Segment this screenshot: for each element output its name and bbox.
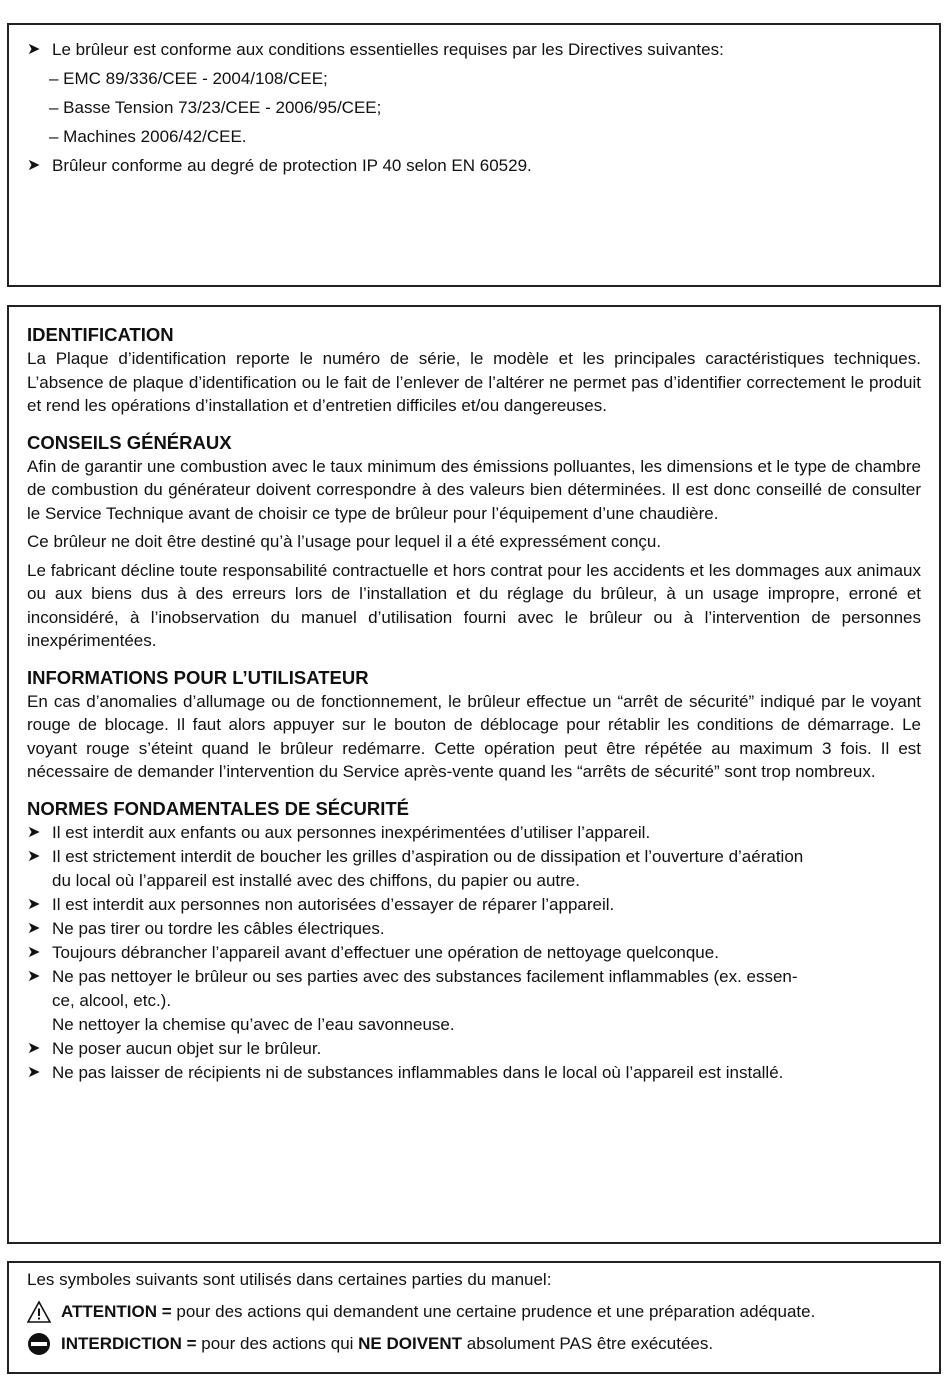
symbols-box <box>7 1261 941 1374</box>
conseils-paragraph-2: Ce brûleur ne doit être destiné qu’à l’usage pour lequel il a été expressément conçu. <box>27 532 662 551</box>
normes-heading: NORMES FONDAMENTALES DE SÉCURITÉ <box>27 797 410 819</box>
list-item: ➤ Il est interdit aux personnes non autorisées d’essayer de réparer l’appareil. <box>27 893 921 917</box>
interdiction-description-2: absolument PAS être exécutées. <box>462 1334 714 1353</box>
directives-box <box>7 23 941 287</box>
interdiction-description-1: pour des actions qui <box>196 1334 359 1353</box>
list-item-continuation: Ne nettoyer la chemise qu’avec de l’eau savonneuse. <box>52 1014 455 1034</box>
arrow-bullet-icon: ➤ <box>27 41 41 58</box>
symbols-intro: Les symboles suivants sont utilisés dans certaines parties du manuel: <box>27 1270 552 1289</box>
informations-text: En cas d’anomalies d’allumage ou de fonctionnement, le brûleur effectue un “arrêt de sécurité” indiqué par le voyant rouge de blocage. Il faut alors appuyer sur le bouton de déblocage pour rétablir les conditions de démarrage. Le voyant rouge s’éteint quand le brûleur redémarre. Cette opération peut être répétée au maximum 3 fois. Il est nécessaire de demander l’intervention du Service après-vente quand les “arrêts de sécurité” sont trop nombreux. <box>27 691 921 781</box>
interdiction-label: INTERDICTION = <box>61 1334 197 1353</box>
list-item: ➤ Ne poser aucun objet sur le brûleur. <box>27 1037 921 1061</box>
directive-item: – Basse Tension 73/23/CEE - 2006/95/CEE; <box>49 98 382 117</box>
conseils-paragraph-3: Le fabricant décline toute responsabilité contractuelle et hors contrat pour les accidents et les dommages aux animaux ou aux biens dus à des erreurs lors de l’installation et du réglage du brûleur, à un usage impropre, erroné et inconsidéré, à l’inobservation du manuel d’utilisation fourni avec le brûleur ou à l’intervention de personnes inexpérimentées. <box>27 560 921 650</box>
arrow-bullet-icon: ➤ <box>27 1063 41 1081</box>
conseils-text <box>27 455 921 653</box>
conseils-paragraph-1: Afin de garantir une combustion avec le taux minimum des émissions polluantes, les dimensions et le type de chambre de combustion du générateur doivent correspondre à des valeurs bien déterminées. Il est donc conseillé de consulter le Service Technique avant de choisir ce type de brûleur pour l’équipement d’une chaudière. <box>27 456 921 523</box>
prohibition-icon <box>27 1332 51 1356</box>
directive-item: – EMC 89/336/CEE - 2004/108/CEE; <box>49 69 328 88</box>
list-item-continuation: ce, alcool, etc.). <box>52 990 172 1010</box>
identification-heading: IDENTIFICATION <box>27 324 174 345</box>
arrow-bullet-icon: ➤ <box>27 847 41 865</box>
arrow-bullet-icon: ➤ <box>27 823 41 841</box>
arrow-bullet-icon: ➤ <box>27 943 41 961</box>
list-item-continuation: du local où l’appareil est installé avec des chiffons, du papier ou autre. <box>52 870 580 890</box>
attention-description: pour des actions qui demandent une certaine prudence et une préparation adéquate. <box>171 1302 816 1321</box>
interdiction-emphasis: NE DOIVENT <box>358 1334 463 1353</box>
list-item: ➤ Toujours débrancher l’appareil avant d’effectuer une opération de nettoyage quelconque. <box>27 941 921 965</box>
interdiction-legend <box>27 1332 923 1356</box>
list-item: ➤ Ne pas nettoyer le brûleur ou ses parties avec des substances facilement inflammables (ex. essen- <box>27 965 921 989</box>
arrow-bullet-icon: ➤ <box>27 919 41 937</box>
list-item: ➤ Il est interdit aux enfants ou aux personnes inexpérimentées d’utiliser l’appareil. <box>27 821 921 845</box>
list-item: ➤ Il est strictement interdit de boucher les grilles d’aspiration ou de dissipation et l’ouverture d’aération <box>27 845 921 869</box>
conseils-heading: CONSEILS GÉNÉRAUX <box>27 431 232 453</box>
warning-triangle-icon <box>27 1300 51 1324</box>
identification-text: La Plaque d’identification reporte le numéro de série, le modèle et les principales caractéristiques techniques. L’absence de plaque d’identification ou le fait de l’enlever de l’altérer ne permet pas d’identifier correctement le produit et rend les opérations d’installation et d’entretien difficiles et/ou dangereuses. <box>27 349 921 415</box>
directive-item: – Machines 2006/42/CEE. <box>49 127 247 146</box>
informations-heading: INFORMATIONS POUR L’UTILISATEUR <box>27 666 369 688</box>
arrow-bullet-icon: ➤ <box>27 1039 41 1057</box>
arrow-bullet-icon: ➤ <box>27 895 41 913</box>
normes-list <box>27 821 921 1085</box>
attention-legend <box>27 1300 923 1324</box>
list-item: ➤ Ne pas tirer ou tordre les câbles électriques. <box>27 917 921 941</box>
attention-label: ATTENTION = <box>61 1302 172 1321</box>
list-item: ➤ Ne pas laisser de récipients ni de substances inflammables dans le local où l’appareil est installé. <box>27 1061 921 1085</box>
arrow-bullet-icon: ➤ <box>27 967 41 985</box>
directives-intro: ➤ Le brûleur est conforme aux conditions essentielles requises par les Directives suivantes: <box>27 38 923 62</box>
protection-statement: ➤ Brûleur conforme au degré de protection IP 40 selon EN 60529. <box>27 154 923 178</box>
arrow-bullet-icon: ➤ <box>27 157 41 174</box>
main-content-box <box>7 305 941 1244</box>
